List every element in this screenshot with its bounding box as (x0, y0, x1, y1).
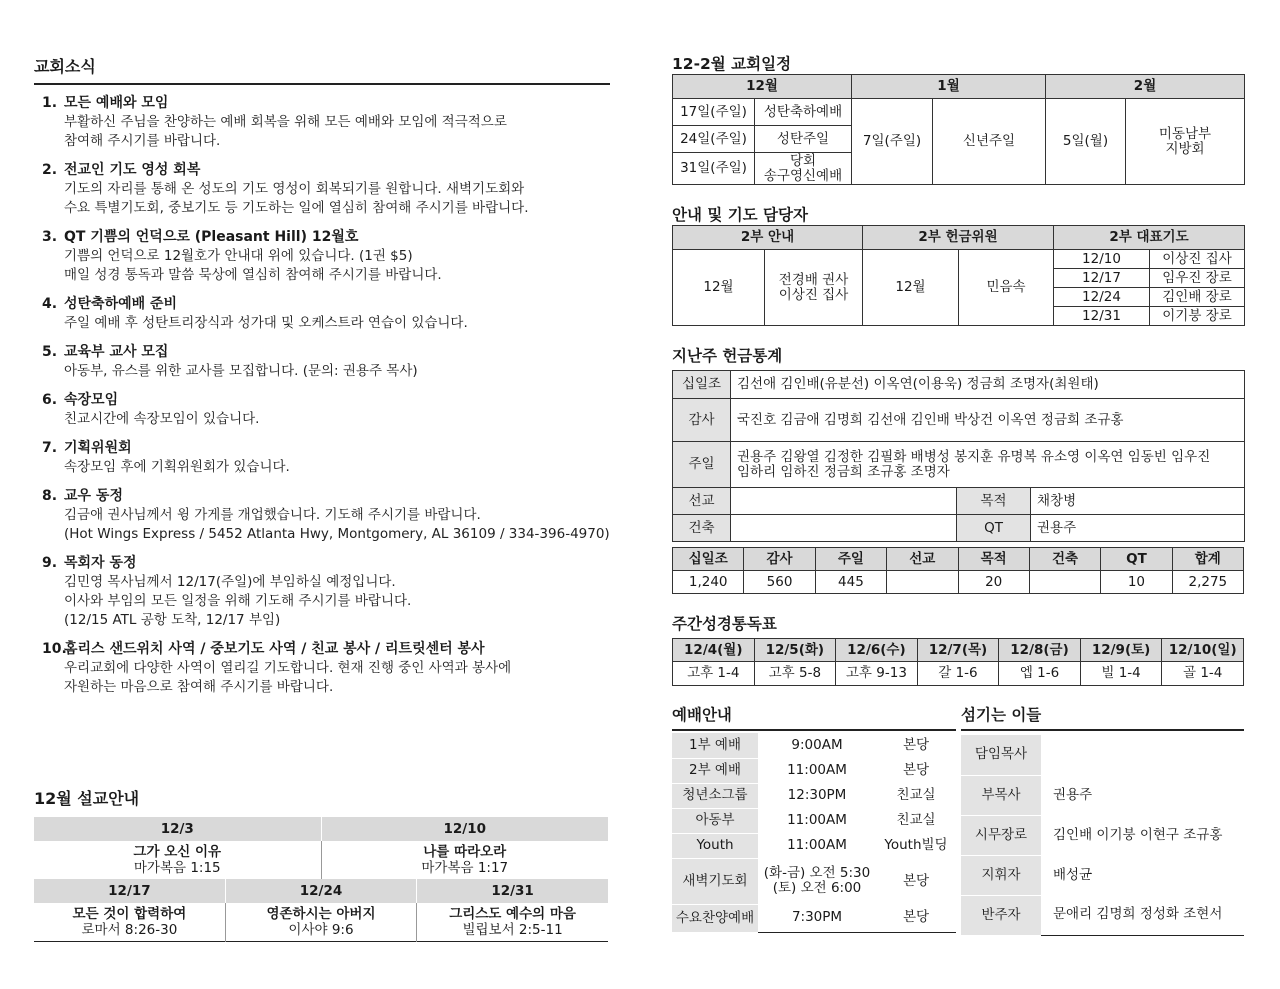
news-item-heading: 교우 동정 (64, 488, 123, 504)
worship-row (672, 808, 956, 833)
news-item-number: 2. (42, 162, 58, 178)
news-item-heading: 전교인 기도 영성 회복 (64, 162, 201, 178)
news-item-title (42, 390, 610, 410)
guide-month: 12월 (673, 250, 765, 326)
event-date: 17일(주일) (673, 99, 755, 126)
servant-names: 문애리 김명희 정성화 조현서 (1053, 906, 1223, 923)
guide-name: 이상진 집사 (778, 286, 849, 303)
news-item-title (42, 93, 610, 113)
sermon-date: 12/31 (417, 879, 608, 903)
worship-time-line: (토) 오전 6:00 (772, 880, 862, 896)
servant-row (961, 855, 1244, 895)
worship-time: 11:00AM (787, 812, 847, 828)
sermon-title: 나를 따라오라 (423, 844, 507, 860)
servant-role: 반주자 (961, 895, 1041, 935)
worship-place: 본당 (902, 762, 930, 778)
bible-reading-table (672, 638, 1244, 686)
duty-header-guide: 2부 안내 (673, 226, 863, 250)
news-item-heading: 교육부 교사 모집 (64, 344, 169, 360)
worship-time (758, 858, 876, 904)
news-item (42, 486, 610, 544)
worship-name: 1부 예배 (672, 733, 758, 758)
news-item-number: 8. (42, 488, 58, 504)
offering-names: 채창병 (1031, 488, 1245, 515)
event-date: 31일(주일) (673, 153, 755, 185)
month-header-feb: 2월 (1046, 75, 1245, 99)
worship-place: 친교실 (896, 812, 936, 828)
totals-header-cell: 합계 (1172, 548, 1243, 571)
event-name-line: 미동남부 (1158, 125, 1212, 142)
worship-place: 친교실 (896, 787, 936, 803)
totals-value-cell: 445 (815, 571, 886, 594)
worship-name: 새벽기도회 (672, 858, 758, 904)
bible-reading-heading: 주간성경통독표 (672, 615, 777, 633)
bible-passage-cell: 엡 1-6 (999, 662, 1081, 686)
servant-rows (961, 735, 1244, 935)
servant-role: 지휘자 (961, 855, 1041, 895)
sermon-title: 그가 오신 이유 (133, 844, 222, 860)
news-item-number: 3. (42, 229, 58, 245)
sermon-scripture: 이사야 9:6 (288, 921, 354, 938)
offering-names: 국진호 김금애 김명희 김선애 김인배 박상건 이옥연 정금희 조규홍 (731, 399, 1245, 442)
sermon-date: 12/3 (34, 817, 321, 841)
offering-names: 김선애 김인배(유분선) 이옥연(이용욱) 정금희 조명자(최원태) (731, 371, 1245, 399)
totals-header-cell: 주일 (815, 548, 886, 571)
bible-day-cell: 12/9(토) (1080, 639, 1162, 662)
bible-passage-cell: 골 1-4 (1162, 662, 1244, 686)
worship-name: 2부 예배 (672, 758, 758, 783)
event-name (755, 153, 852, 185)
news-item-heading: 속장모임 (64, 392, 119, 408)
duty-header-prayer: 2부 대표기도 (1054, 226, 1245, 250)
prayer-leader: 임우진 장로 (1150, 269, 1245, 288)
worship-name: 수요찬양예배 (672, 904, 758, 932)
offering-month: 12월 (863, 250, 959, 326)
sermon-table-row1 (34, 817, 608, 879)
totals-value-cell (887, 571, 958, 594)
news-item-text: 주일 예배 후 성탄트리장식과 성가대 및 오케스트라 연습이 있습니다. (64, 315, 468, 331)
worship-time: 9:00AM (791, 737, 843, 753)
church-calendar-table (672, 74, 1245, 185)
sermon-scripture: 마가복음 1:17 (421, 860, 509, 876)
totals-value-cell (1029, 571, 1100, 594)
news-item (42, 93, 610, 151)
offering-committee: 민음속 (959, 250, 1054, 326)
servant-row (961, 895, 1244, 935)
news-item (42, 639, 610, 697)
prayer-date: 12/17 (1054, 269, 1150, 288)
totals-value-cell: 20 (958, 571, 1029, 594)
offering-totals-values (673, 571, 1244, 594)
news-item-title (42, 486, 610, 506)
bible-reading-passages (673, 662, 1244, 686)
news-item-title (42, 342, 610, 362)
news-item-text: 속장모임 후에 기획위원회가 있습니다. (64, 459, 290, 475)
news-item (42, 160, 610, 218)
news-item-number: 10. (42, 641, 67, 657)
news-item-heading: 성탄축하예배 준비 (64, 296, 178, 312)
news-item-number: 1. (42, 95, 58, 111)
news-item (42, 294, 610, 333)
event-date: 7일(주일) (852, 99, 933, 185)
news-item (42, 553, 610, 630)
news-item-text: 우리교회에 다양한 사역이 열리길 기도합니다. 현재 진행 중인 사역과 봉사에 (64, 660, 512, 676)
news-item (42, 390, 610, 429)
event-name-line: 송구영신예배 (763, 167, 843, 184)
worship-place: Youth빌딩 (884, 837, 948, 853)
event-date: 5일(월) (1046, 99, 1126, 185)
worship-time-line: (화-금) 오전 5:30 (763, 865, 871, 881)
event-name (1126, 99, 1245, 185)
month-header-dec: 12월 (673, 75, 852, 99)
prayer-duty-section (672, 203, 1244, 326)
worship-row (672, 783, 956, 808)
news-item-text: 아동부, 유스를 위한 교사를 모집합니다. (문의: 권용주 목사) (64, 363, 418, 379)
news-item (42, 438, 610, 477)
guide-names (765, 250, 863, 326)
offering-names-line: 임하리 임하진 정금희 조규홍 조명자 (737, 463, 950, 480)
offering-label: 주일 (673, 442, 731, 488)
event-name-line: 지방회 (1165, 140, 1205, 157)
bible-day-cell: 12/5(화) (754, 639, 836, 662)
sermon-cell (417, 903, 608, 941)
bible-reading-section (672, 612, 1244, 686)
bible-day-cell: 12/4(월) (673, 639, 755, 662)
servants-section (961, 703, 1244, 936)
servant-row (961, 735, 1244, 775)
news-item-text: (12/15 ATL 공항 도착, 12/17 부임) (64, 612, 281, 628)
sermon-title: 그리스도 예수의 마음 (449, 905, 576, 922)
bible-reading-days (673, 639, 1244, 662)
sermon-date: 12/24 (225, 879, 416, 903)
offering-label: QT (957, 515, 1031, 542)
offering-names: 권용주 (1031, 515, 1245, 542)
offering-names-line: 권용주 김왕열 김정한 김필화 배병성 봉지훈 유명복 유소영 이옥연 임동빈 임우진 (737, 448, 1211, 465)
sermon-date: 12/10 (321, 817, 608, 841)
news-item-text: (Hot Wings Express / 5452 Atlanta Hwy, Montgomery, AL 36109 / 334-396-4970) (64, 526, 610, 542)
worship-name: 청년소그룹 (672, 783, 758, 808)
guide-name: 전경배 권사 (778, 271, 849, 288)
servant-names: 김인배 이기붕 이현구 조규홍 (1053, 826, 1223, 843)
offering-label: 십일조 (673, 371, 731, 399)
news-item (42, 342, 610, 381)
offering-totals-table (672, 547, 1244, 594)
event-date: 24일(주일) (673, 126, 755, 153)
news-item-title (42, 160, 610, 180)
news-item-heading: 기획위원회 (64, 440, 132, 456)
news-item-title (42, 294, 610, 314)
news-item-number: 6. (42, 392, 58, 408)
sermon-table-row2 (34, 879, 608, 942)
church-calendar-section (672, 52, 1244, 185)
event-name: 성탄축하예배 (755, 99, 852, 126)
worship-rows (672, 733, 956, 858)
news-item-text: 기쁨의 언덕으로 12월호가 안내대 위에 있습니다. (1권 $5) (64, 248, 413, 264)
sermon-scripture: 마가복음 1:15 (133, 860, 221, 876)
prayer-leader: 김인배 장로 (1150, 288, 1245, 307)
worship-row (672, 833, 956, 858)
sermon-title: 영존하시는 아버지 (266, 905, 376, 922)
news-item-title (42, 553, 610, 573)
totals-header-cell: 선교 (887, 548, 958, 571)
prayer-date: 12/10 (1054, 250, 1150, 269)
offering-label: 선교 (673, 488, 731, 515)
news-item-number: 7. (42, 440, 58, 456)
news-item-heading: 홈리스 샌드위치 사역 / 중보기도 사역 / 친교 봉사 / 리트릿센터 봉사 (64, 641, 485, 657)
news-item-text: 김금애 권사님께서 윙 가게를 개업했습니다. 기도해 주시기를 바랍니다. (64, 507, 481, 523)
prayer-date: 12/31 (1054, 307, 1150, 326)
news-item-text: 이사와 부임의 모든 일정을 위해 기도해 주시기를 바랍니다. (64, 593, 412, 609)
offering-label: 건축 (673, 515, 731, 542)
worship-time: 12:30PM (787, 787, 847, 803)
prayer-leader: 이기붕 장로 (1150, 307, 1245, 326)
bible-day-cell: 12/6(수) (836, 639, 918, 662)
worship-time: 7:30PM (791, 909, 843, 926)
sermon-cell (34, 841, 321, 879)
totals-header-cell: 건축 (1029, 548, 1100, 571)
month-header-jan: 1월 (852, 75, 1046, 99)
offering-label: 감사 (673, 399, 731, 442)
news-item-number: 9. (42, 555, 58, 571)
prayer-date: 12/24 (1054, 288, 1150, 307)
news-item-text: 김민영 목사님께서 12/17(주일)에 부임하실 예정입니다. (64, 574, 396, 590)
news-item-text: 자원하는 마음으로 참여해 주시기를 바랍니다. (64, 679, 334, 695)
servant-names: 권용주 (1053, 786, 1093, 803)
church-news-heading: 교회소식 (34, 54, 610, 85)
worship-row (672, 733, 956, 758)
sermon-title: 모든 것이 합력하여 (72, 905, 187, 922)
news-item-heading: 목회자 동정 (64, 555, 137, 571)
sermon-heading: 12월 설교안내 (34, 789, 140, 808)
sermon-scripture: 빌립보서 2:5-11 (462, 921, 563, 938)
worship-place: 본당 (902, 909, 930, 926)
worship-name: 아동부 (672, 808, 758, 833)
news-item-text: 참여해 주시기를 바랍니다. (64, 133, 221, 149)
bible-passage-cell: 고후 9-13 (836, 662, 918, 686)
offering-stats-heading: 지난주 헌금통계 (672, 347, 783, 365)
totals-header-cell: QT (1101, 548, 1172, 571)
worship-time: 11:00AM (787, 837, 847, 853)
news-item-number: 5. (42, 344, 58, 360)
bible-day-cell: 12/7(목) (917, 639, 999, 662)
offering-totals-header (673, 548, 1244, 571)
sermon-date: 12/17 (34, 879, 225, 903)
news-item-text: 친교시간에 속장모임이 있습니다. (64, 411, 260, 427)
totals-value-cell: 2,275 (1172, 571, 1243, 594)
news-item-title (42, 639, 610, 659)
worship-guide-table (672, 733, 956, 933)
worship-guide-section (672, 703, 956, 933)
prayer-leader: 이상진 집사 (1150, 250, 1245, 269)
worship-guide-heading: 예배안내 (672, 703, 956, 731)
totals-header-cell: 목적 (958, 548, 1029, 571)
worship-place: 본당 (902, 872, 930, 889)
bible-passage-cell: 빌 1-4 (1080, 662, 1162, 686)
prayer-duty-table (672, 225, 1245, 326)
sermon-schedule-section (34, 786, 608, 942)
church-calendar-heading: 12-2월 교회일정 (672, 55, 792, 73)
news-item-heading: 모든 예배와 모임 (64, 95, 169, 111)
worship-row (672, 758, 956, 783)
servant-row (961, 775, 1244, 815)
worship-name: Youth (672, 833, 758, 858)
news-item-title (42, 438, 610, 458)
prayer-duty-heading: 안내 및 기도 담당자 (672, 206, 808, 224)
church-news-list (34, 93, 610, 697)
sermon-cell (34, 903, 225, 941)
servant-role: 부목사 (961, 775, 1041, 815)
news-item-text: 기도의 자리를 통해 온 성도의 기도 영성이 회복되기를 원합니다. 새벽기도회와 (64, 181, 525, 197)
totals-value-cell: 1,240 (673, 571, 744, 594)
news-item-text: 부활하신 주님을 찬양하는 예배 회복을 위해 모든 예배와 모임에 적극적으로 (64, 114, 507, 130)
offering-names-table (672, 370, 1245, 542)
servants-heading: 섬기는 이들 (961, 703, 1244, 731)
offering-stats-section (672, 344, 1244, 594)
news-item-text: 수요 특별기도회, 중보기도 등 기도하는 일에 열심히 참여해 주시기를 바랍니다. (64, 200, 529, 216)
bible-passage-cell: 고후 1-4 (673, 662, 755, 686)
servant-role: 시무장로 (961, 815, 1041, 855)
news-item (42, 227, 610, 285)
bible-passage-cell: 갈 1-6 (917, 662, 999, 686)
sermon-scripture: 로마서 8:26-30 (81, 921, 178, 938)
worship-place: 본당 (902, 737, 930, 753)
bible-passage-cell: 고후 5-8 (754, 662, 836, 686)
totals-header-cell: 십일조 (673, 548, 744, 571)
totals-header-cell: 감사 (744, 548, 815, 571)
news-item-text: 매일 성경 통독과 말씀 묵상에 열심히 참여해 주시기를 바랍니다. (64, 267, 442, 283)
event-name-line: 당회 (789, 152, 817, 169)
news-item-number: 4. (42, 296, 58, 312)
event-name: 성탄주일 (755, 126, 852, 153)
offering-label: 목적 (957, 488, 1031, 515)
bible-day-cell: 12/10(일) (1162, 639, 1244, 662)
sermon-cell (225, 903, 416, 941)
servant-names: 배성균 (1053, 866, 1093, 883)
servant-row (961, 815, 1244, 855)
duty-header-offering: 2부 헌금위원 (863, 226, 1054, 250)
offering-names (731, 488, 957, 515)
bible-day-cell: 12/8(금) (999, 639, 1081, 662)
news-item-heading: QT 기쁨의 언덕으로 (Pleasant Hill) 12월호 (64, 229, 359, 245)
news-item-title (42, 227, 610, 247)
totals-value-cell: 560 (744, 571, 815, 594)
worship-time: 11:00AM (787, 762, 847, 778)
servants-table (961, 735, 1244, 936)
offering-names (731, 515, 957, 542)
sermon-cell (321, 841, 608, 879)
totals-value-cell: 10 (1101, 571, 1172, 594)
event-name: 신년주일 (933, 99, 1046, 185)
servant-role: 담임목사 (961, 735, 1041, 775)
church-news-section (34, 54, 610, 706)
offering-names (731, 442, 1245, 488)
servant-names (1041, 735, 1244, 775)
